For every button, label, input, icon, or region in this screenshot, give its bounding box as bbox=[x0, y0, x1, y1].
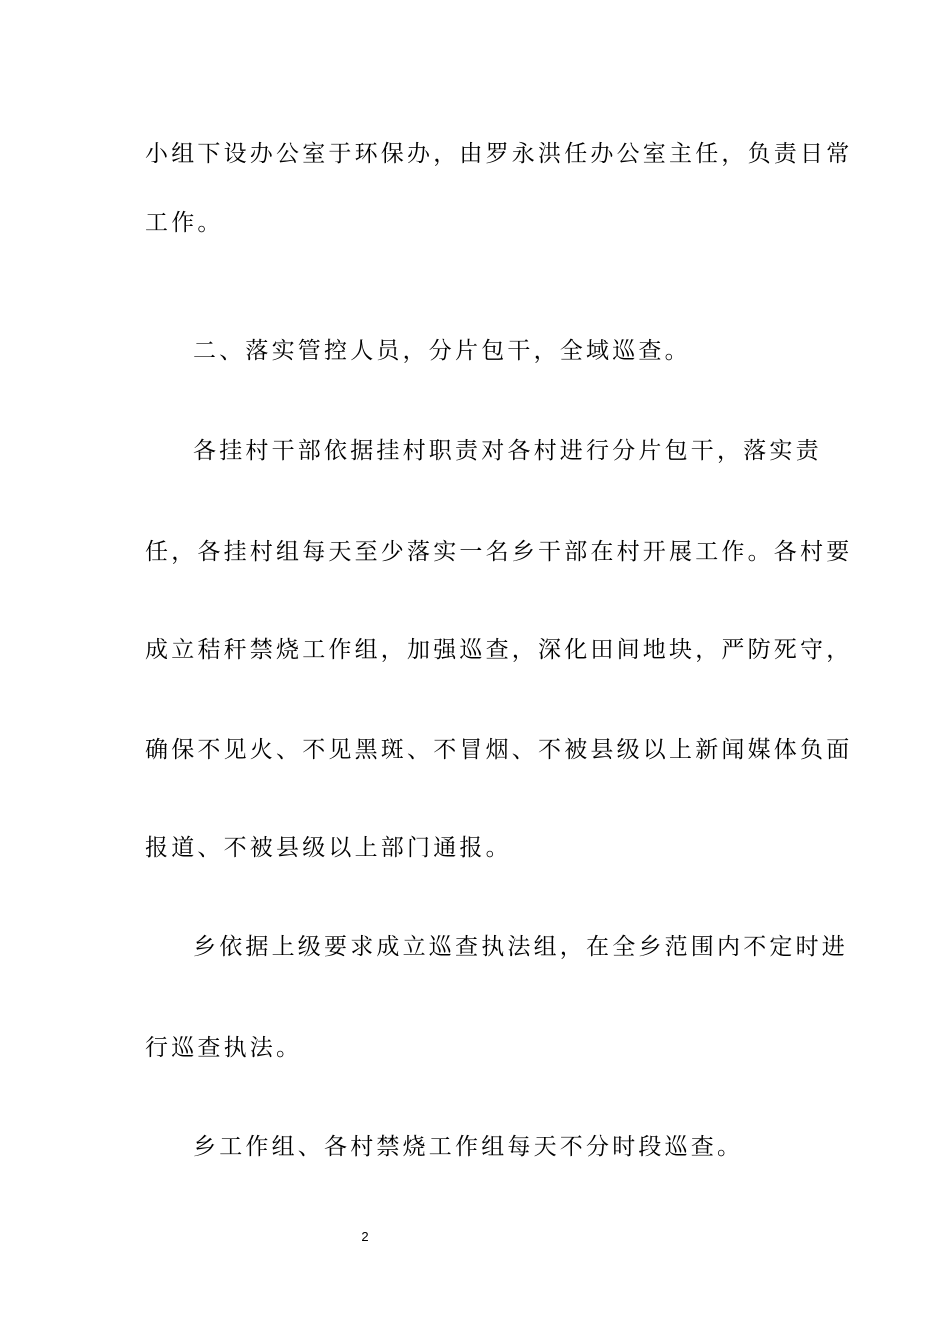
paragraph-line: 乡依据上级要求成立巡查执法组，在全乡范围内不定时进 bbox=[193, 934, 848, 960]
paragraph-line: 任，各挂村组每天至少落实一名乡干部在村开展工作。各村要 bbox=[145, 539, 853, 565]
page-number: 2 bbox=[361, 1229, 369, 1244]
paragraph-line: 报道、不被县级以上部门通报。 bbox=[145, 835, 512, 861]
paragraph-line: 行巡查执法。 bbox=[145, 1035, 303, 1061]
paragraph-line: 小组下设办公室于环保办，由罗永洪任办公室主任，负责日常 bbox=[145, 141, 853, 167]
paragraph-line: 乡工作组、各村禁烧工作组每天不分时段巡查。 bbox=[193, 1134, 744, 1160]
section-heading: 二、落实管控人员，分片包干，全域巡查。 bbox=[193, 338, 691, 364]
paragraph-line: 成立秸秆禁烧工作组，加强巡查，深化田间地块，严防死守， bbox=[145, 637, 853, 663]
paragraph-line: 工作。 bbox=[145, 210, 224, 236]
paragraph-line: 各挂村干部依据挂村职责对各村进行分片包干，落实责 bbox=[193, 438, 822, 464]
paragraph-line: 确保不见火、不见黑斑、不冒烟、不被县级以上新闻媒体负面 bbox=[145, 737, 853, 763]
